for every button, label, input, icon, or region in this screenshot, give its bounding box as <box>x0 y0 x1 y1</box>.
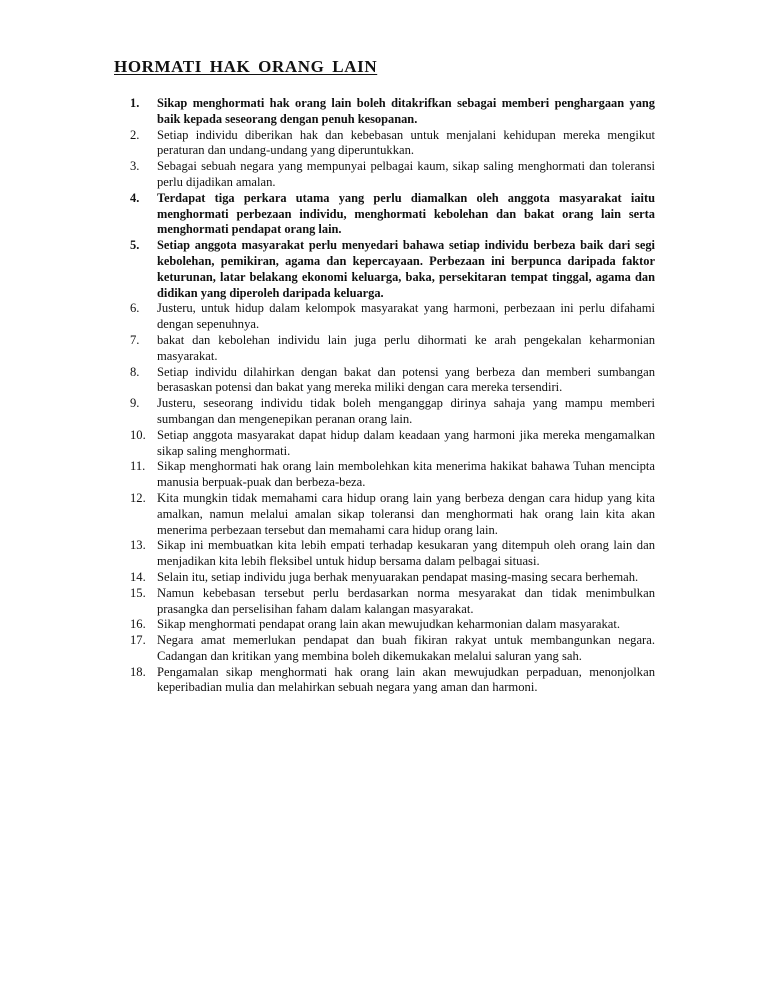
list-item-number: 16. <box>130 617 146 632</box>
list-item <box>130 570 655 586</box>
list-item-number: 10. <box>130 427 146 442</box>
list-item-number: 18. <box>130 664 146 679</box>
list-item-text: bakat dan kebolehan individu lain juga perlu dihormati ke arah pengekalan keharmonian masyarakat. <box>157 332 655 363</box>
list-item-text: Namun kebebasan tersebut perlu berdasarkan norma mesyarakat dan tidak menimbulkan prasangka dan perselisihan faham dalam kalangan masyarakat. <box>157 585 655 616</box>
list-item <box>130 238 655 301</box>
page-title: HORMATI HAK ORANG LAIN <box>114 57 378 76</box>
list-item <box>130 665 655 697</box>
list-item-text: Justeru, seseorang individu tidak boleh menganggap dirinya sahaja yang mampu memberi sumbangan dan mengenepikan peranan orang lain. <box>157 396 655 426</box>
list-item <box>130 365 655 397</box>
list-item-text: Sikap menghormati pendapat orang lain akan mewujudkan keharmonian dalam masyarakat. <box>157 617 621 632</box>
list-item-number: 7. <box>130 332 140 347</box>
list-item-number: 13. <box>130 538 146 553</box>
list-item-text: Sikap menghormati hak orang lain membolehkan kita menerima hakikat bahawa Tuhan mencipta manusia berpuak-puak dan berbeza-beza. <box>157 459 655 490</box>
list-item-text: Terdapat tiga perkara utama yang perlu diamalkan oleh anggota masyarakat iaitu menghormati perbezaan individu, menghormati kebolehan dan bakat orang lain serta menghormati pendapat orang lain. <box>157 190 655 237</box>
list-item <box>130 428 655 460</box>
list-item-number: 2. <box>130 127 140 142</box>
list-item-number: 1. <box>130 96 140 110</box>
list-item <box>130 491 655 538</box>
list-item <box>130 301 655 333</box>
list-item <box>130 128 655 160</box>
list-item-text: Pengamalan sikap menghormati hak orang lain akan mewujudkan perpaduan, menonjolkan keperibadian mulia dan melahirkan sebuah negara yang aman dan harmoni. <box>157 664 655 695</box>
list-item-number: 5. <box>130 238 140 253</box>
list-item-text: Setiap anggota masyarakat perlu menyedari bahawa setiap individu berbeza baik dari segi kebolehan, pemikiran, agama dan kepercayaan. Perbezaan ini berpunca daripada faktor keturunan, latar belakang ekonomi keluarga, baka, persekitaran tempat tinggal, agama dan didikan yang diperoleh daripada keluarga. <box>157 238 655 300</box>
list-item-number: 8. <box>130 364 140 379</box>
list-item-text: Sebagai sebuah negara yang mempunyai pelbagai kaum, sikap saling menghormati dan toleransi perlu dijadikan amalan. <box>157 159 655 189</box>
list-item <box>130 333 655 365</box>
list-item-number: 4. <box>130 190 140 205</box>
list-item <box>130 396 655 428</box>
list-item-number: 14. <box>130 569 146 584</box>
list-item-text: Sikap menghormati hak orang lain boleh ditakrifkan sebagai memberi penghargaan yang baik kepada seseorang dengan penuh kesopanan. <box>157 96 655 126</box>
list-item-text: Sikap ini membuatkan kita lebih empati terhadap kesukaran yang ditempuh oleh orang lain dan menjadikan kita lebih fleksibel untuk hidup bersama dalam pelbagai situasi. <box>157 538 655 569</box>
list-item-number: 6. <box>130 301 140 316</box>
list-item-text: Kita mungkin tidak memahami cara hidup orang lain yang berbeza dengan cara hidup yang kita amalkan, namun melalui amalan sikap toleransi dan menghormati hak orang lain kita akan menerima perbezaan tersebut dan memahami cara hidup orang lain. <box>157 490 655 537</box>
list-item-text: Justeru, untuk hidup dalam kelompok masyarakat yang harmoni, perbezaan ini perlu difahami dengan sepenuhnya. <box>157 301 655 332</box>
list-item <box>130 191 655 238</box>
list-item <box>130 459 655 491</box>
list-item-text: Setiap individu dilahirkan dengan bakat dan potensi yang berbeza dan memberi sumbangan berasaskan potensi dan bakat yang mereka miliki dengan cara mereka tersendiri. <box>157 364 655 395</box>
list-item-number: 9. <box>130 396 140 411</box>
list-item <box>130 586 655 618</box>
list-item-text: Setiap anggota masyarakat dapat hidup dalam keadaan yang harmoni jika mereka mengamalkan sikap saling menghormati. <box>157 427 655 458</box>
list-item <box>130 159 655 191</box>
list-item-number: 12. <box>130 490 146 505</box>
list-item-text: Selain itu, setiap individu juga berhak menyuarakan pendapat masing-masing secara berhemah. <box>157 569 639 584</box>
list-item-number: 3. <box>130 159 140 174</box>
list-item <box>130 617 655 633</box>
list-item-number: 15. <box>130 585 146 600</box>
list-item-text: Negara amat memerlukan pendapat dan buah fikiran rakyat untuk membangunkan negara. Cadangan dan kritikan yang membina boleh dikemukakan melalui saluran yang sah. <box>157 633 655 663</box>
list-item <box>130 538 655 570</box>
list-item-text: Setiap individu diberikan hak dan kebebasan untuk menjalani kehidupan mereka mengikut peraturan dan undang-undang yang diperuntukkan. <box>157 127 655 158</box>
numbered-list <box>130 96 655 696</box>
list-item <box>130 96 655 128</box>
list-item <box>130 633 655 665</box>
list-item-number: 17. <box>130 633 146 648</box>
list-item-number: 11. <box>130 459 146 474</box>
